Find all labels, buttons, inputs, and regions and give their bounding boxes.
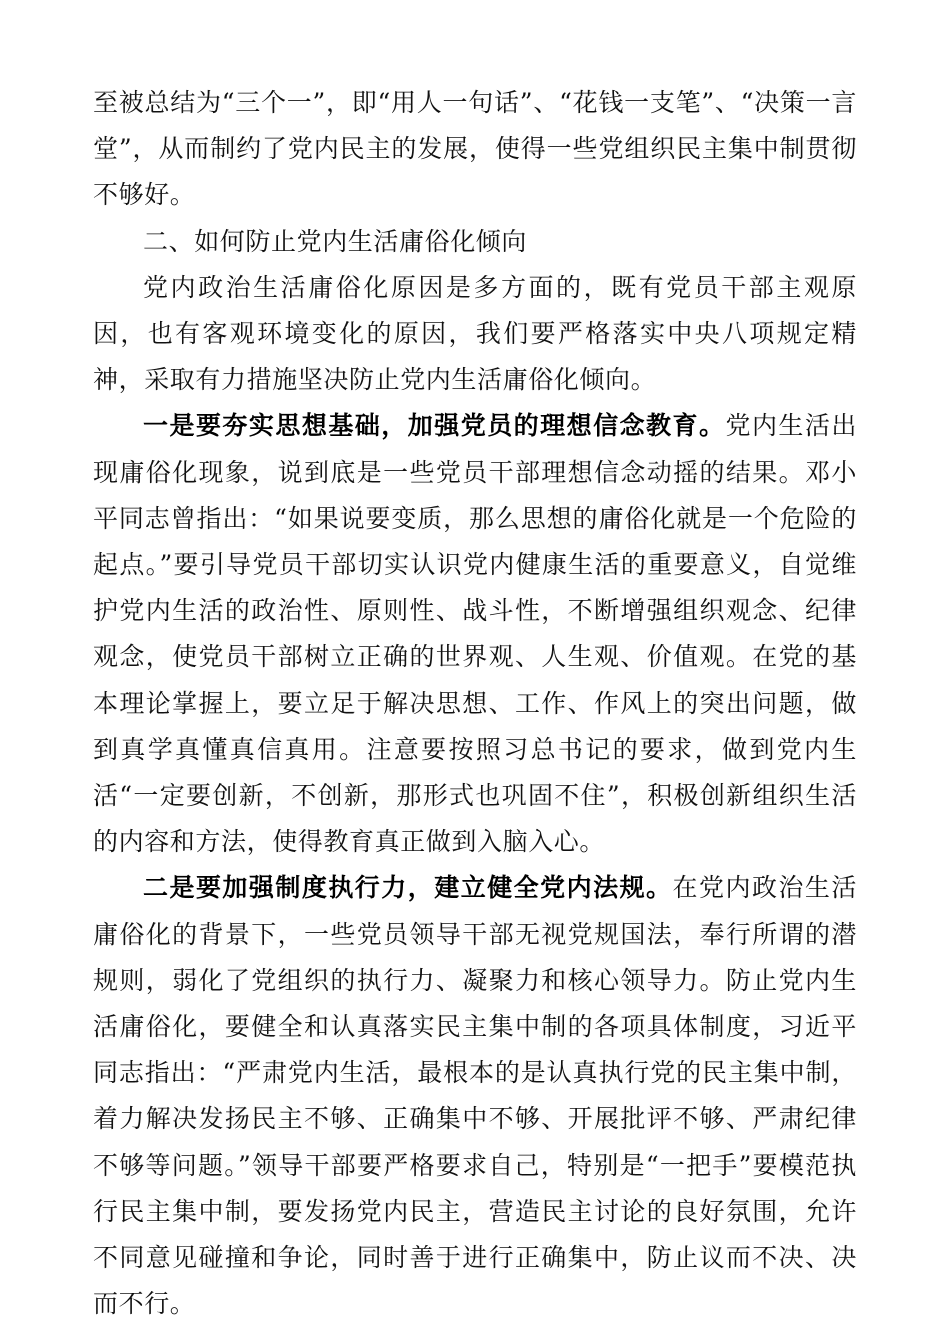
paragraph-point-one (93, 403, 857, 865)
paragraph-lead-bold: 一是要夯实思想基础，加强党员的理想信念教育。 (143, 411, 726, 441)
paragraph-point-two (93, 865, 857, 1327)
paragraph-text: 党内政治生活庸俗化原因是多方面的，既有党员干部主观原因，也有客观环境变化的原因，我们要严格落实中央八项规定精神，采取有力措施坚决防止党内生活庸俗化倾向。 (93, 272, 857, 395)
section-heading-text: 二、如何防止党内生活庸俗化倾向 (143, 226, 528, 256)
paragraph-intro (93, 265, 857, 404)
paragraph-text: 在党内政治生活庸俗化的背景下，一些党员领导干部无视党规国法，奉行所谓的潜规则，弱化了党组织的执行力、凝聚力和核心领导力。防止党内生活庸俗化，要健全和认真落实民主集中制的各项具体制度，习近平同志指出：“严肃党内生活，最根本的是认真执行党的民主集中制，着力解决发扬民主不够、正确集中不够、开展批评不够、严肃纪律不够等问题。”领导干部要严格要求自己，特别是“一把手”要模范执行民主集中制，要发扬党内民主，营造民主讨论的良好氛围，允许不同意见碰撞和争论，同时善于进行正确集中，防止议而不决、决而不行。 (93, 873, 857, 1319)
paragraph-text: 党内生活出现庸俗化现象，说到底是一些党员干部理想信念动摇的结果。邓小平同志曾指出：“如果说要变质，那么思想的庸俗化就是一个危险的起点。”要引导党员干部切实认识党内健康生活的重要意义，自觉维护党内生活的政治性、原则性、战斗性，不断增强组织观念、纪律观念，使党员干部树立正确的世界观、人生观、价值观。在党的基本理论掌握上，要立足于解决思想、工作、作风上的突出问题，做到真学真懂真信真用。注意要按照习总书记的要求，做到党内生活“一定要创新，不创新，那形式也巩固不住”，积极创新组织生活的内容和方法，使得教育真正做到入脑入心。 (93, 411, 857, 857)
paragraph-continuation (93, 80, 857, 219)
paragraph-lead-bold: 二是要加强制度执行力，建立健全党内法规。 (143, 873, 673, 903)
paragraph-text: 至被总结为“三个一”，即“用人一句话”、“花钱一支笔”、“决策一言堂”，从而制约了党内民主的发展，使得一些党组织民主集中制贯彻不够好。 (93, 88, 857, 210)
document-body (93, 80, 857, 1327)
section-heading (93, 219, 857, 265)
